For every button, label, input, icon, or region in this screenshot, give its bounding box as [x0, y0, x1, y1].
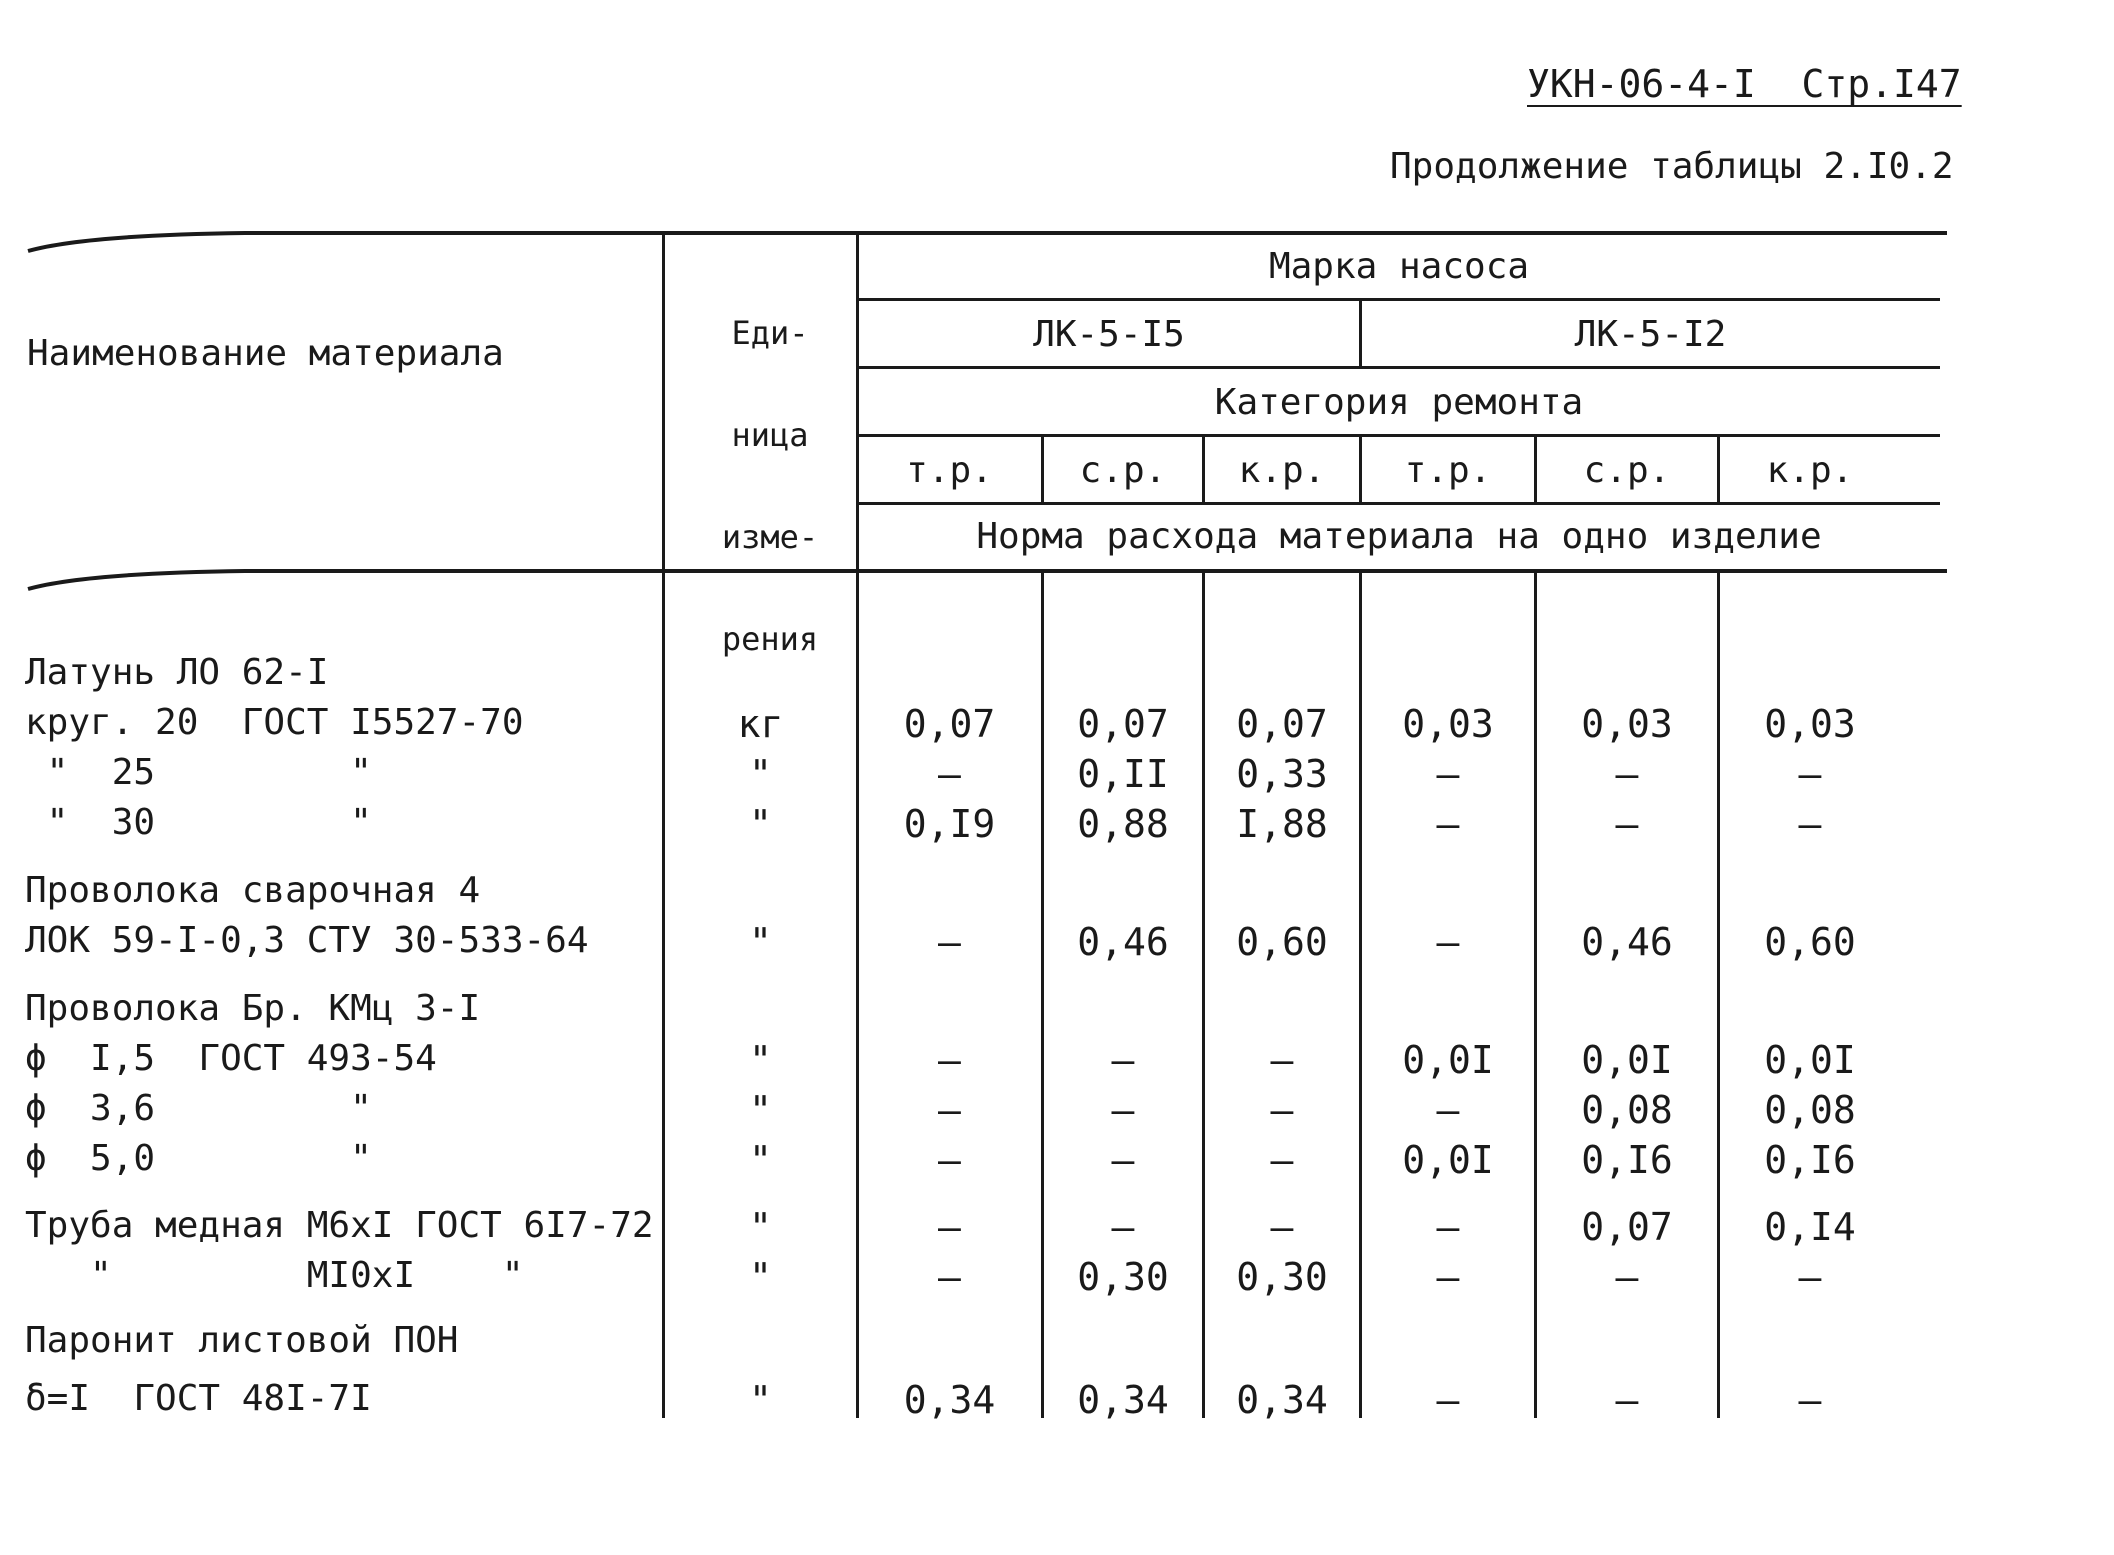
row-3-v0: 0,I9: [903, 802, 996, 846]
row-7-unit: ": [749, 1038, 772, 1082]
row-9-v5: 0,I6: [1764, 1138, 1856, 1182]
row-2-v5: –: [1798, 752, 1822, 796]
repair-tr-1: т.р.: [906, 450, 993, 491]
row-1-v5: 0,03: [1764, 702, 1856, 746]
rule-under-repairs: [858, 502, 1940, 505]
row-13-v1: 0,34: [1077, 1378, 1169, 1422]
column-header-unit: [690, 248, 850, 690]
row-9-v1: –: [1111, 1138, 1135, 1182]
row-5-v3: –: [1436, 920, 1460, 964]
row-7-v3: 0,0I: [1402, 1038, 1494, 1082]
rule-under-category: [858, 434, 1940, 437]
repair-sr-2: с.р.: [1583, 450, 1671, 491]
row-5-v5: 0,60: [1764, 920, 1856, 964]
row-2-v1: 0,II: [1077, 752, 1169, 796]
row-3-v4: –: [1615, 802, 1639, 846]
row-3-v2: I,88: [1236, 802, 1328, 846]
row-8-v2: –: [1270, 1088, 1294, 1132]
rule-under-pump-mark: [858, 298, 1940, 301]
row-13-v4: –: [1615, 1378, 1639, 1422]
row-8-unit: ": [749, 1088, 772, 1132]
repair-sr-1: с.р.: [1079, 450, 1167, 491]
row-11-v0: –: [938, 1255, 961, 1299]
row-8-v5: 0,08: [1764, 1088, 1856, 1132]
row-5-v1: 0,46: [1077, 920, 1169, 964]
row-4-name: Проволока сварочная 4: [25, 870, 481, 911]
row-6-name: Проволока Бр. КМц 3-I: [25, 988, 481, 1029]
unit-line-1: Еди-: [731, 314, 809, 352]
row-10-v1: –: [1111, 1205, 1135, 1249]
row-1-v2: 0,07: [1236, 702, 1328, 746]
repair-tr-2: т.р.: [1404, 450, 1492, 491]
unit-line-3: изме-: [721, 518, 819, 556]
row-7-v5: 0,0I: [1764, 1038, 1856, 1082]
row-10-v3: –: [1436, 1205, 1460, 1249]
table-caption: Продолжение таблицы 2.I0.2: [1390, 146, 1954, 187]
row-11-v4: –: [1615, 1255, 1639, 1299]
row-5-v0: –: [938, 920, 961, 964]
row-2-v4: –: [1615, 752, 1639, 796]
row-13-v0: 0,34: [903, 1378, 996, 1422]
row-1-unit: кг: [737, 702, 784, 746]
row-7-v2: –: [1270, 1038, 1294, 1082]
row-8-v1: –: [1111, 1088, 1135, 1132]
row-9-v3: 0,0I: [1402, 1138, 1494, 1182]
rule-under-pumps: [858, 366, 1940, 369]
norm-header: Норма расхода материала на одно изделие: [976, 516, 1822, 557]
column-header-name: Наименование материала: [27, 333, 504, 374]
row-7-v1: –: [1111, 1038, 1135, 1082]
row-8-v4: 0,08: [1581, 1088, 1673, 1132]
row-3-v3: –: [1436, 802, 1460, 846]
row-1-v4: 0,03: [1581, 702, 1673, 746]
row-8-v0: –: [938, 1088, 961, 1132]
row-11-name: " МI0хI ": [25, 1255, 524, 1296]
row-3-unit: ": [749, 802, 772, 846]
row-3-name: " 30 ": [25, 802, 372, 843]
row-2-v3: –: [1436, 752, 1460, 796]
document-reference: УКН-06-4-I Стр.I47: [1527, 62, 1962, 106]
row-2-v2: 0,33: [1236, 752, 1328, 796]
header-bottom-rule: [25, 563, 1950, 593]
row-12-name: Паронит листовой ПОН: [25, 1320, 459, 1361]
unit-line-2: ница: [731, 416, 809, 454]
row-10-v0: –: [938, 1205, 961, 1249]
row-9-name: ϕ 5,0 ": [25, 1138, 372, 1179]
row-2-v0: –: [938, 752, 961, 796]
row-13-v3: –: [1436, 1378, 1460, 1422]
row-3-v5: –: [1798, 802, 1822, 846]
repair-kr-2: к.р.: [1766, 450, 1854, 491]
row-10-v5: 0,I4: [1764, 1205, 1856, 1249]
row-3-v1: 0,88: [1077, 802, 1169, 846]
row-5-unit: ": [749, 920, 772, 964]
row-10-name: Труба медная М6хI ГОСТ 6I7-72: [25, 1205, 654, 1246]
repair-kr-1: к.р.: [1238, 450, 1326, 491]
row-9-v2: –: [1270, 1138, 1294, 1182]
row-5-v2: 0,60: [1236, 920, 1328, 964]
pump-lk-5-i5: ЛК-5-I5: [1033, 314, 1185, 355]
row-13-name: δ=I ГОСТ 48I-7I: [25, 1378, 372, 1419]
row-1-v3: 0,03: [1402, 702, 1494, 746]
row-1-v1: 0,07: [1077, 702, 1169, 746]
row-11-v1: 0,30: [1077, 1255, 1169, 1299]
repair-category-header: Категория ремонта: [1214, 382, 1584, 423]
row-9-unit: ": [749, 1138, 772, 1182]
row-9-v4: 0,I6: [1581, 1138, 1673, 1182]
row-10-v4: 0,07: [1581, 1205, 1673, 1249]
row-13-v2: 0,34: [1236, 1378, 1328, 1422]
row-5-v4: 0,46: [1581, 920, 1673, 964]
unit-line-4: рения: [721, 620, 819, 658]
row-11-v5: –: [1798, 1255, 1822, 1299]
row-8-name: ϕ 3,6 ": [25, 1088, 372, 1129]
row-7-v4: 0,0I: [1581, 1038, 1673, 1082]
row-5-name: ЛОК 59-I-0,3 СТУ 30-533-64: [25, 920, 589, 961]
row-1-v0: 0,07: [903, 702, 996, 746]
row-9-v0: –: [938, 1138, 961, 1182]
row-2-unit: ": [749, 752, 772, 796]
row-2-name: " 25 ": [25, 752, 372, 793]
row-10-unit: ": [749, 1205, 772, 1249]
pump-lk-5-i2: ЛК-5-I2: [1574, 314, 1727, 355]
row-10-v2: –: [1270, 1205, 1294, 1249]
row-13-v5: –: [1798, 1378, 1822, 1422]
row-0-name: Латунь ЛО 62-I: [25, 652, 329, 693]
row-11-v3: –: [1436, 1255, 1460, 1299]
row-7-v0: –: [938, 1038, 961, 1082]
row-11-v2: 0,30: [1236, 1255, 1328, 1299]
pump-mark-header: Марка насоса: [1268, 246, 1530, 287]
row-1-name: круг. 20 ГОСТ I5527-70: [25, 702, 524, 743]
row-7-name: ϕ I,5 ГОСТ 493-54: [25, 1038, 437, 1079]
row-13-unit: ": [749, 1378, 772, 1422]
row-8-v3: –: [1436, 1088, 1460, 1132]
row-11-unit: ": [749, 1255, 772, 1299]
